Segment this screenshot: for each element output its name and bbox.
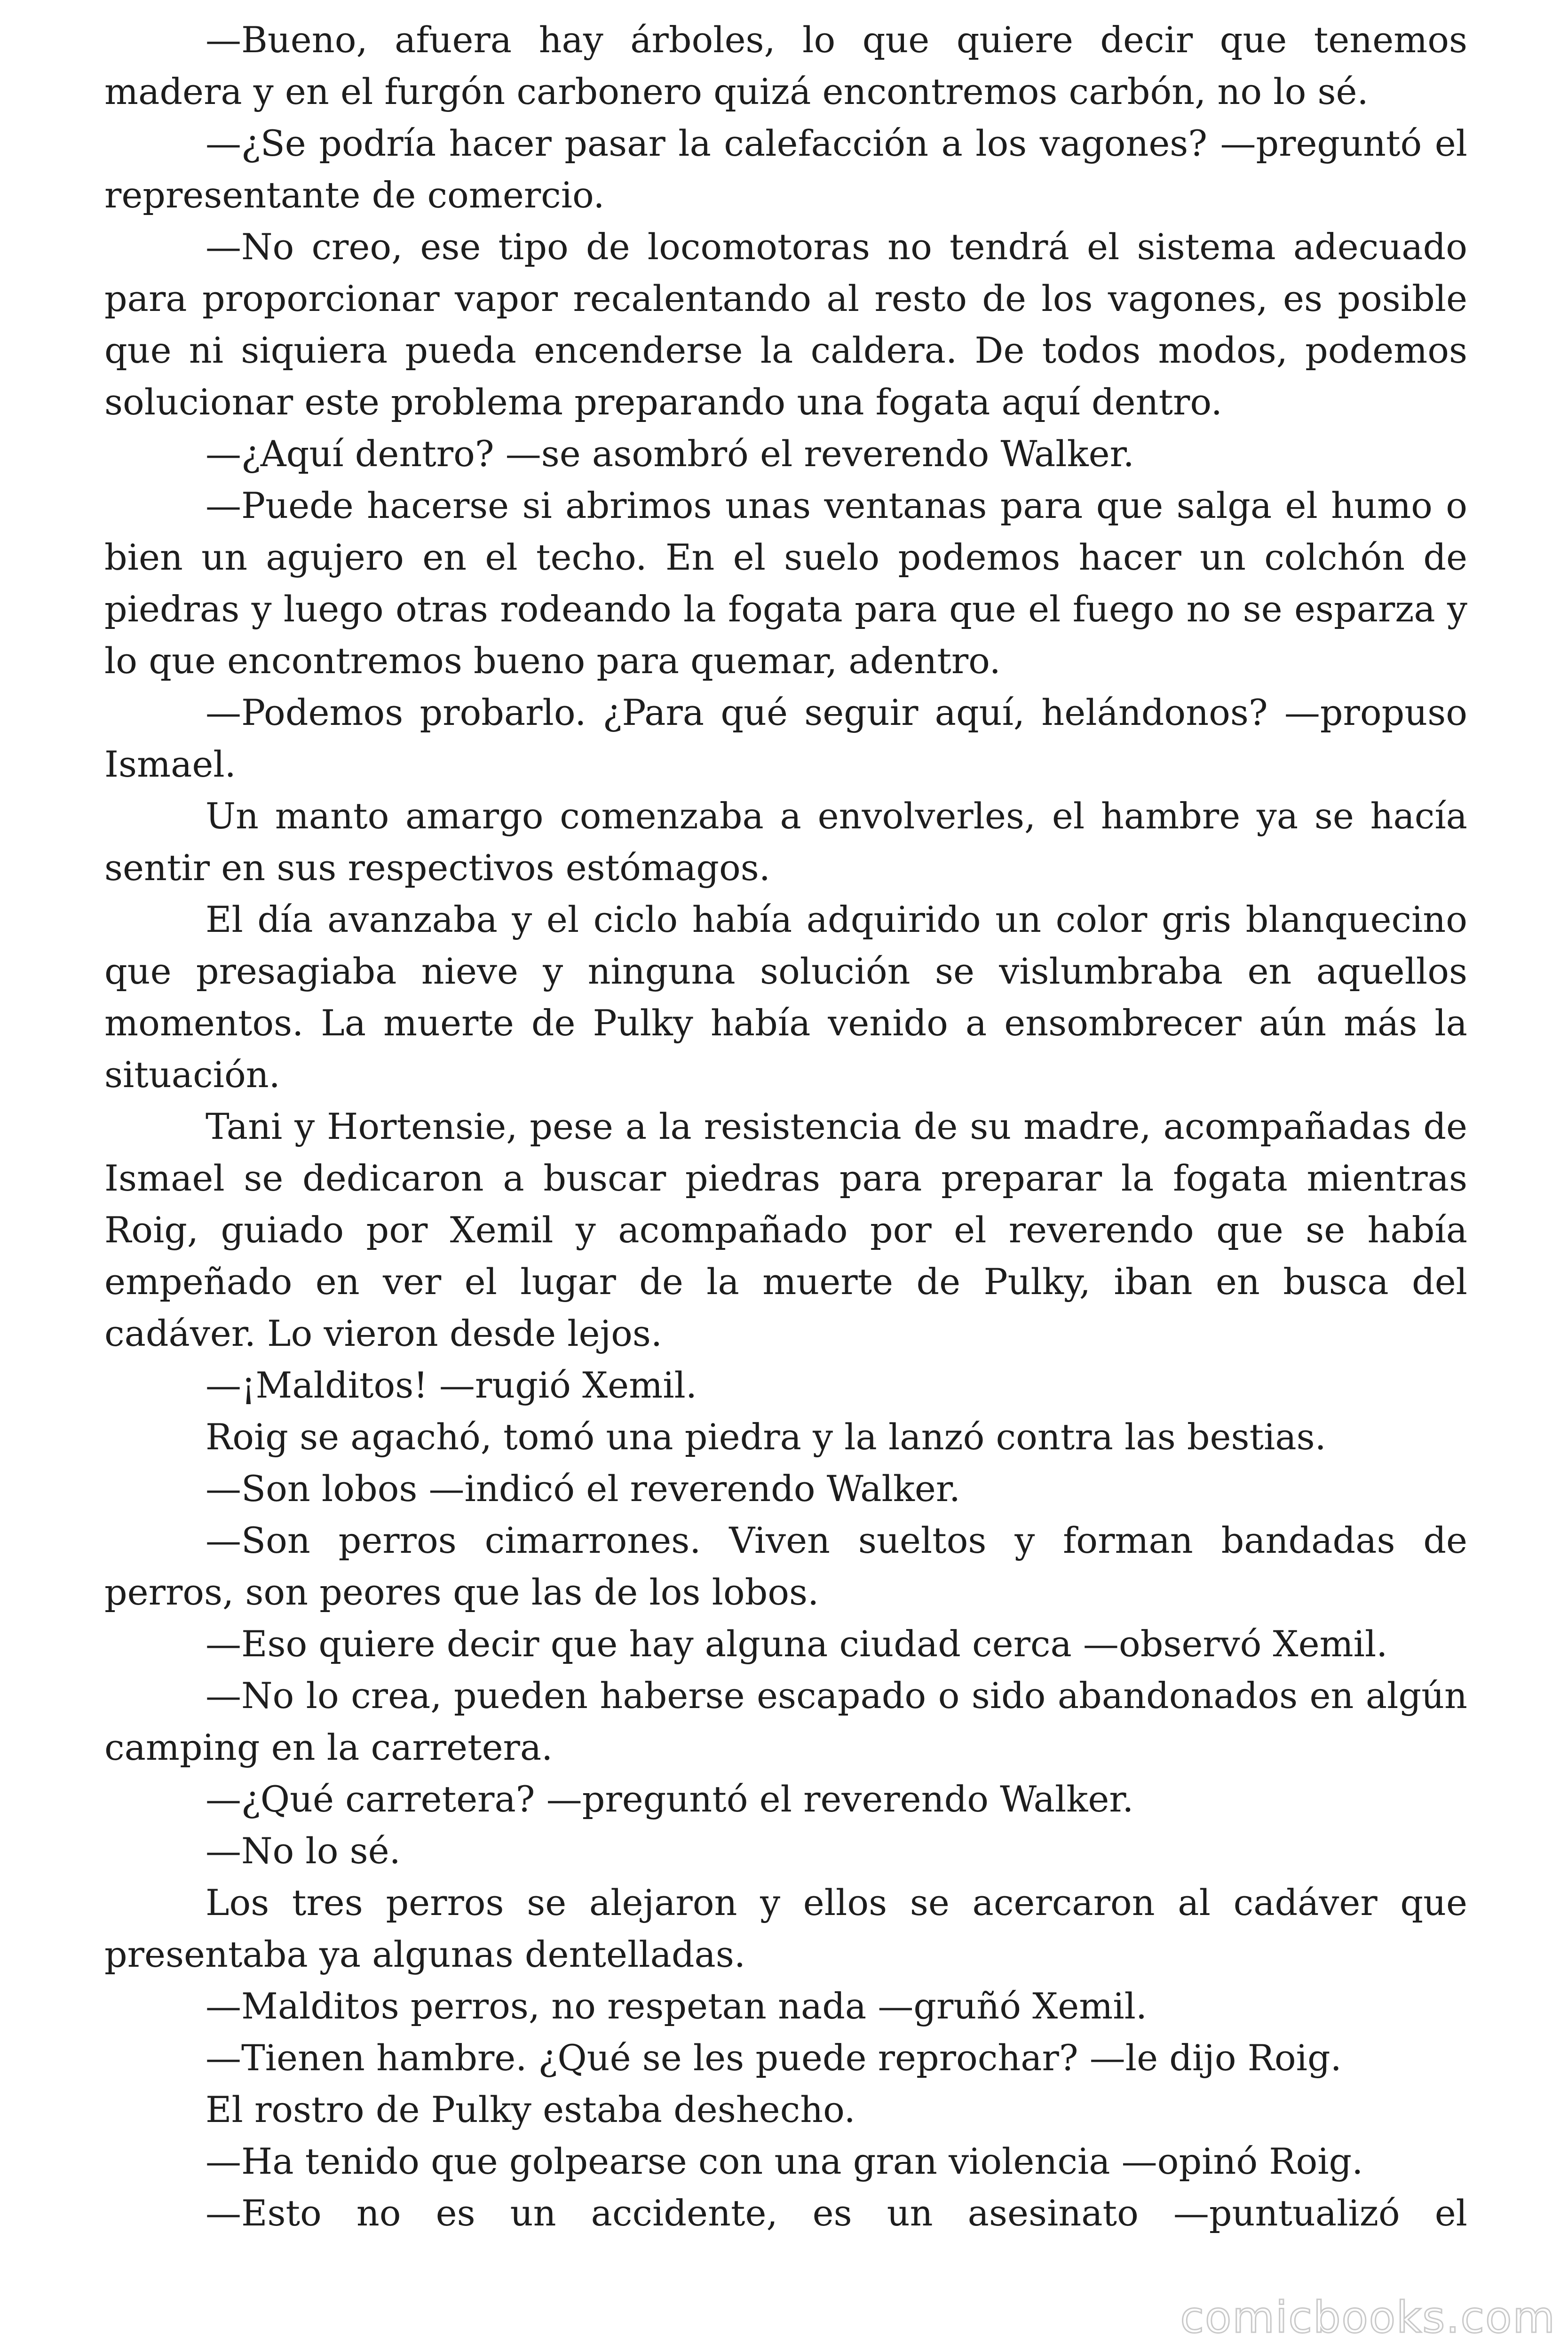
paragraph: —Bueno, afuera hay árboles, lo que quiere decir que tenemos madera y en el furgón carbonero quizá encontremos carbón, no lo sé. xyxy=(104,19,1467,112)
paragraph: —Eso quiere decir que hay alguna ciudad cerca —observó Xemil. xyxy=(206,1623,1388,1665)
paragraph: —Malditos perros, no respetan nada —gruñó Xemil. xyxy=(206,1985,1148,2027)
paragraph: —No lo crea, pueden haberse escapado o sido abandonados en algún camping en la carretera. xyxy=(104,1675,1467,1768)
body-text xyxy=(104,14,1467,2239)
paragraph: —¿Aquí dentro? —se asombró el reverendo Walker. xyxy=(206,433,1134,475)
paragraph: —Son perros cimarrones. Viven sueltos y forman bandadas de perros, son peores que las de los lobos. xyxy=(104,1519,1467,1613)
paragraph: Tani y Hortensie, pese a la resistencia de su madre, acompañadas de Ismael se dedicaron a buscar piedras para preparar la fogata mientras Roig, guiado por Xemil y acompañado por el reverendo que se había empeñado en ver el lugar de la muerte de Pulky, iban en busca del cadáver. Lo vieron desde lejos. xyxy=(104,1105,1467,1354)
watermark: comicbooks.com xyxy=(1180,2292,1556,2343)
paragraph: —Tienen hambre. ¿Qué se les puede reprochar? —le dijo Roig. xyxy=(206,2037,1342,2079)
paragraph: El día avanzaba y el ciclo había adquirido un color gris blanquecino que presagiaba nieve y ninguna solución se vislumbraba en aquellos momentos. La muerte de Pulky había venido a ensombrecer aún más la situación. xyxy=(104,898,1467,1096)
paragraph: Los tres perros se alejaron y ellos se acercaron al cadáver que presentaba ya algunas dentelladas. xyxy=(104,1882,1467,1975)
paragraph: —Podemos probarlo. ¿Para qué seguir aquí, helándonos? —propuso Ismael. xyxy=(104,691,1467,785)
paragraph: —¡Malditos! —rugió Xemil. xyxy=(206,1364,697,1406)
paragraph: El rostro de Pulky estaba deshecho. xyxy=(206,2089,855,2130)
paragraph: —No lo sé. xyxy=(206,1830,401,1872)
paragraph: —No creo, ese tipo de locomotoras no tendrá el sistema adecuado para proporcionar vapor recalentando al resto de los vagones, es posible que ni siquiera pueda encenderse la caldera. De todos modos, podemos solucionar este problema preparando una fogata aquí dentro. xyxy=(104,226,1467,423)
paragraph: Un manto amargo comenzaba a envolverles, el hambre ya se hacía sentir en sus respectivos estómagos. xyxy=(104,795,1467,889)
paragraph: —Ha tenido que golpearse con una gran violencia —opinó Roig. xyxy=(206,2140,1363,2182)
paragraph: —Son lobos —indicó el reverendo Walker. xyxy=(206,1468,961,1510)
paragraph: —¿Qué carretera? —preguntó el reverendo Walker. xyxy=(206,1778,1134,1820)
paragraph: Roig se agachó, tomó una piedra y la lanzó contra las bestias. xyxy=(206,1416,1326,1458)
paragraph: —Esto no es un accidente, es un asesinato —puntualizó el xyxy=(206,2192,1467,2234)
paragraph: —Puede hacerse si abrimos unas ventanas para que salga el humo o bien un agujero en el techo. En el suelo podemos hacer un colchón de piedras y luego otras rodeando la fogata para que el fuego no se esparza y lo que encontremos bueno para quemar, adentro. xyxy=(104,485,1467,682)
paragraph: —¿Se podría hacer pasar la calefacción a los vagones? —preguntó el representante de comercio. xyxy=(104,122,1467,216)
